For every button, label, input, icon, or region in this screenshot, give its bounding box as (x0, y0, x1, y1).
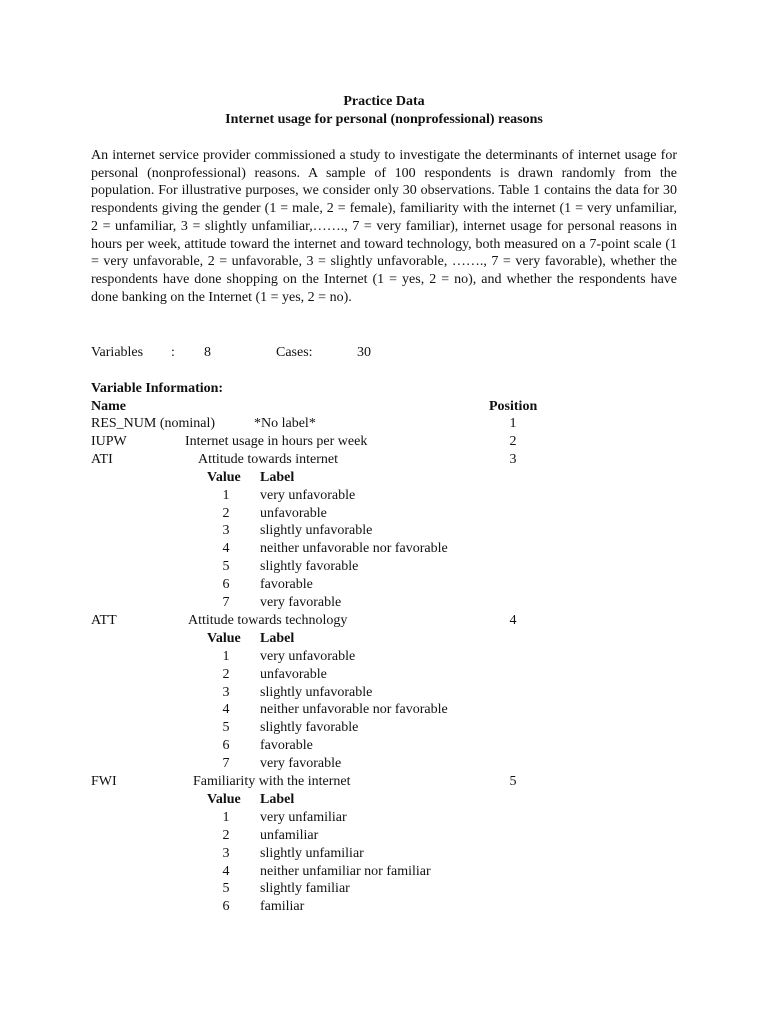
value-label-row (0, 505, 768, 523)
value-label-row (0, 522, 768, 540)
variable-description: Familiarity with the internet (193, 774, 351, 789)
value-label-row (0, 845, 768, 863)
value-label: very favorable (260, 756, 342, 772)
value-label-row (0, 540, 768, 558)
value-label-header-row (0, 791, 768, 809)
variable-description: Attitude towards technology (188, 612, 348, 628)
value-code: 7 (222, 595, 230, 610)
variable-position: 5 (509, 774, 517, 789)
value-label: very unfavorable (260, 648, 356, 664)
value-label-row (0, 880, 768, 898)
variable-position: 2 (509, 433, 517, 449)
variable-row (0, 612, 768, 630)
value-label-row (0, 576, 768, 594)
variable-position: 3 (509, 451, 517, 467)
variable-position: 4 (509, 612, 517, 628)
value-code: 3 (222, 845, 230, 861)
label-column-header: Label (260, 469, 295, 485)
variable-name: ATT (91, 612, 117, 628)
value-label: neither unfavorable nor favorable (260, 702, 448, 718)
variable-name: ATI (91, 451, 113, 467)
label-column-header: Label (260, 791, 295, 807)
value-code: 5 (222, 881, 230, 897)
value-label: very unfamiliar (260, 809, 347, 825)
value-label: slightly unfavorable (260, 684, 373, 700)
value-code: 1 (222, 648, 230, 664)
value-label-row (0, 809, 768, 827)
value-label-row (0, 648, 768, 666)
variable-name: IUPW (91, 433, 127, 449)
variables-label: Variables (91, 345, 144, 360)
value-label-row (0, 701, 768, 719)
variable-description: Internet usage in hours per week (185, 433, 368, 449)
value-code: 4 (222, 863, 230, 879)
value-label-header-row (0, 469, 768, 487)
variables-colon: : (171, 345, 175, 360)
value-code: 5 (222, 559, 230, 575)
value-label: favorable (260, 577, 313, 593)
variable-name: FWI (91, 774, 117, 789)
value-label-row (0, 737, 768, 755)
value-label: slightly unfavorable (260, 523, 373, 539)
value-label: familiar (260, 899, 305, 915)
variable-info-heading: Variable Information: (91, 381, 224, 396)
value-column-header: Value (207, 630, 241, 646)
value-label-row (0, 558, 768, 576)
value-code: 2 (222, 666, 230, 682)
value-column-header: Value (207, 791, 241, 807)
value-code: 6 (222, 577, 230, 593)
value-label: very favorable (260, 595, 342, 610)
position-column-header: Position (489, 399, 538, 414)
value-code: 1 (222, 809, 230, 825)
value-label: slightly familiar (260, 881, 350, 897)
value-label: neither unfamiliar nor familiar (260, 863, 431, 879)
value-label-header-row (0, 630, 768, 648)
value-label-row (0, 898, 768, 916)
value-code: 7 (222, 756, 230, 772)
value-label-row (0, 755, 768, 773)
variable-row (0, 415, 768, 433)
value-label-row (0, 666, 768, 684)
cases-count: 30 (357, 345, 371, 360)
value-label-row (0, 487, 768, 505)
value-column-header: Value (207, 469, 241, 485)
intro-paragraph: An internet service provider commissioned a study to investigate the determinants of internet usage for personal (nonprofessional) reasons. A sample of 100 respondents is drawn randomly from the population. For illustrative purposes, we consider only 30 observations. Table 1 contains the data for 30 respondents giving the gender (1 = male, 2 = female), familiarity with the internet (1 = very unfamiliar, 2 = unfamiliar, 3 = slightly unfamiliar,……., 7 = very familiar), internet usage for personal reasons in hours per week, attitude toward the internet and toward technology, both measured on a 7-point scale (1 = very unfavorable, 2 = unfavorable, 3 = slightly unfavorable, ……., 7 = very favorable), whether the respondents have done shopping on the Internet (1 = yes, 2 = no), and whether the respondents have done banking on the Internet (1 = yes, 2 = no). (91, 148, 677, 305)
label-column-header: Label (260, 630, 295, 646)
variable-row (0, 451, 768, 469)
value-code: 3 (222, 523, 230, 539)
document-subtitle: Internet usage for personal (nonprofessional) reasons (225, 112, 543, 127)
value-label-row (0, 827, 768, 845)
variables-count: 8 (204, 345, 211, 360)
value-label: unfavorable (260, 505, 327, 521)
variable-name: RES_NUM (nominal) (91, 416, 216, 431)
variable-description: *No label* (254, 416, 316, 431)
value-label: favorable (260, 738, 313, 754)
value-code: 6 (222, 899, 230, 915)
value-label: very unfavorable (260, 487, 356, 503)
value-label: slightly favorable (260, 720, 359, 736)
value-label-row (0, 594, 768, 612)
value-code: 2 (222, 505, 230, 521)
value-label: neither unfavorable nor favorable (260, 541, 448, 557)
variable-row (0, 773, 768, 791)
variable-row (0, 433, 768, 451)
value-code: 1 (222, 487, 230, 503)
name-column-header: Name (91, 399, 126, 414)
value-label: slightly favorable (260, 559, 359, 575)
value-label: unfamiliar (260, 827, 319, 843)
value-code: 3 (222, 684, 230, 700)
value-label-row (0, 863, 768, 881)
value-code: 4 (222, 702, 230, 718)
variable-description: Attitude towards internet (198, 451, 338, 467)
value-code: 5 (222, 720, 230, 736)
value-label-row (0, 719, 768, 737)
value-label: slightly unfamiliar (260, 845, 364, 861)
document-title: Practice Data (343, 94, 425, 109)
variable-position: 1 (509, 416, 517, 431)
value-code: 4 (222, 541, 230, 557)
cases-label: Cases: (276, 345, 313, 360)
value-code: 2 (222, 827, 230, 843)
value-label-row (0, 684, 768, 702)
value-label: unfavorable (260, 666, 327, 682)
value-code: 6 (222, 738, 230, 754)
